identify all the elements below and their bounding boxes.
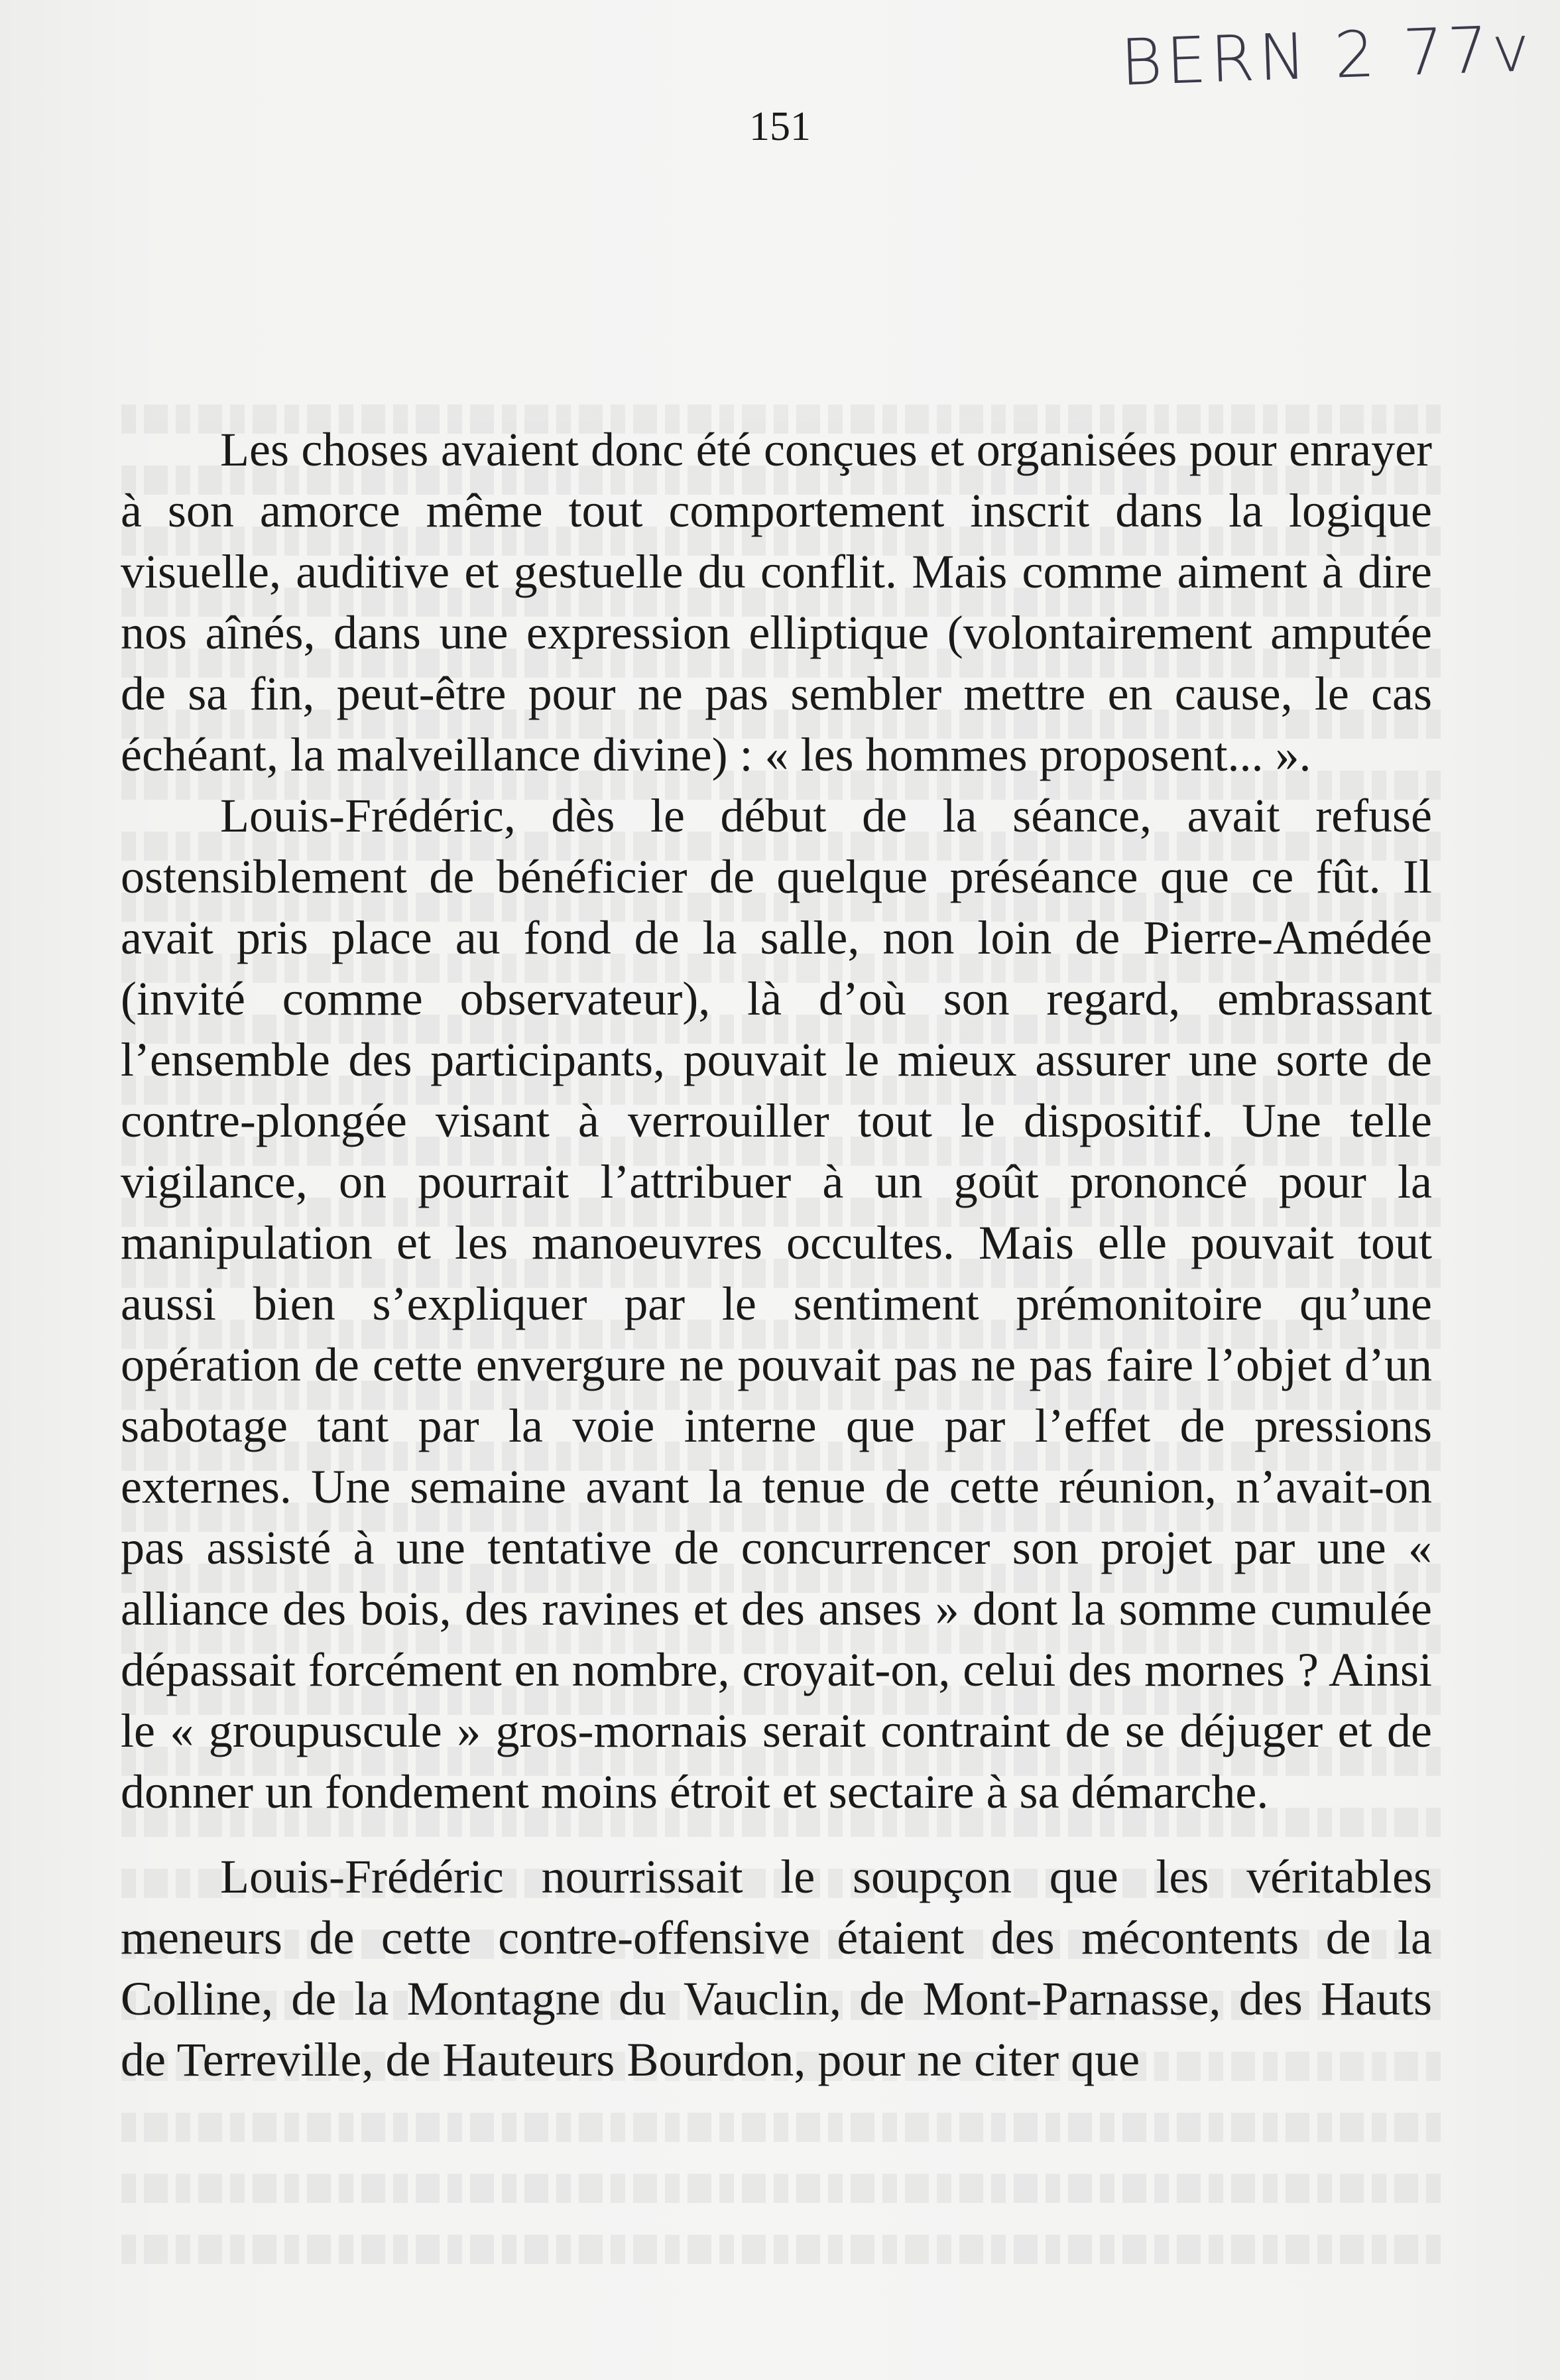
body-text — [121, 419, 1432, 2090]
handwritten-annotation: BERN 2 77v — [1119, 11, 1535, 100]
paragraph: Les choses avaient donc été conçues et organisées pour enrayer à son amorce même tout comportement inscrit dans la logique visuelle, auditive et gestuelle du conflit. Mais comme aiment à dire nos aînés, dans une expression elliptique (volontairement amputée de sa fin, peut-être pour ne pas sembler mettre en cause, le cas échéant, la malveillance divine) : « les hommes proposent... ». — [121, 423, 1432, 781]
paragraph: Louis-Frédéric, dès le début de la séance, avait refusé ostensiblement de bénéficier de quelque préséance que ce fût. Il avait pris place au fond de la salle, non loin de Pierre-Amédée (invité comme observateur), là d’où son regard, embrassant l’ensemble des participants, pouvait le mieux assurer une sorte de contre-plongée visant à verrouiller tout le dispositif. Une telle vigilance, on pourrait l’attribuer à un goût prononcé pour la manipulation et les manoeuvres occultes. Mais elle pouvait tout aussi bien s’expliquer par le sentiment prémonitoire qu’une opération de cette envergure ne pouvait pas ne pas faire l’objet d’un sabotage tant par la voie interne que par l’effet de pressions externes. Une semaine avant la tenue de cette réunion, n’avait-on pas assisté à une tentative de concurrencer son projet par une « alliance des bois, des ravines et des anses » dont la somme cumulée dépassait forcément en nombre, croyait-on, celui des mornes ? Ainsi le « groupuscule » gros-mornais serait contraint de se déjuger et de donner un fondement moins étroit et sectaire à sa démarche. — [121, 789, 1432, 1818]
page-number: 151 — [749, 104, 811, 149]
paragraph: Louis-Frédéric nourrissait le soupçon que les véritables meneurs de cette contre-offensive étaient des mécontents de la Colline, de la Montagne du Vauclin, de Mont-Parnasse, des Hauts de Terreville, de Hauteurs Bourdon, pour ne citer que — [121, 1850, 1432, 2086]
